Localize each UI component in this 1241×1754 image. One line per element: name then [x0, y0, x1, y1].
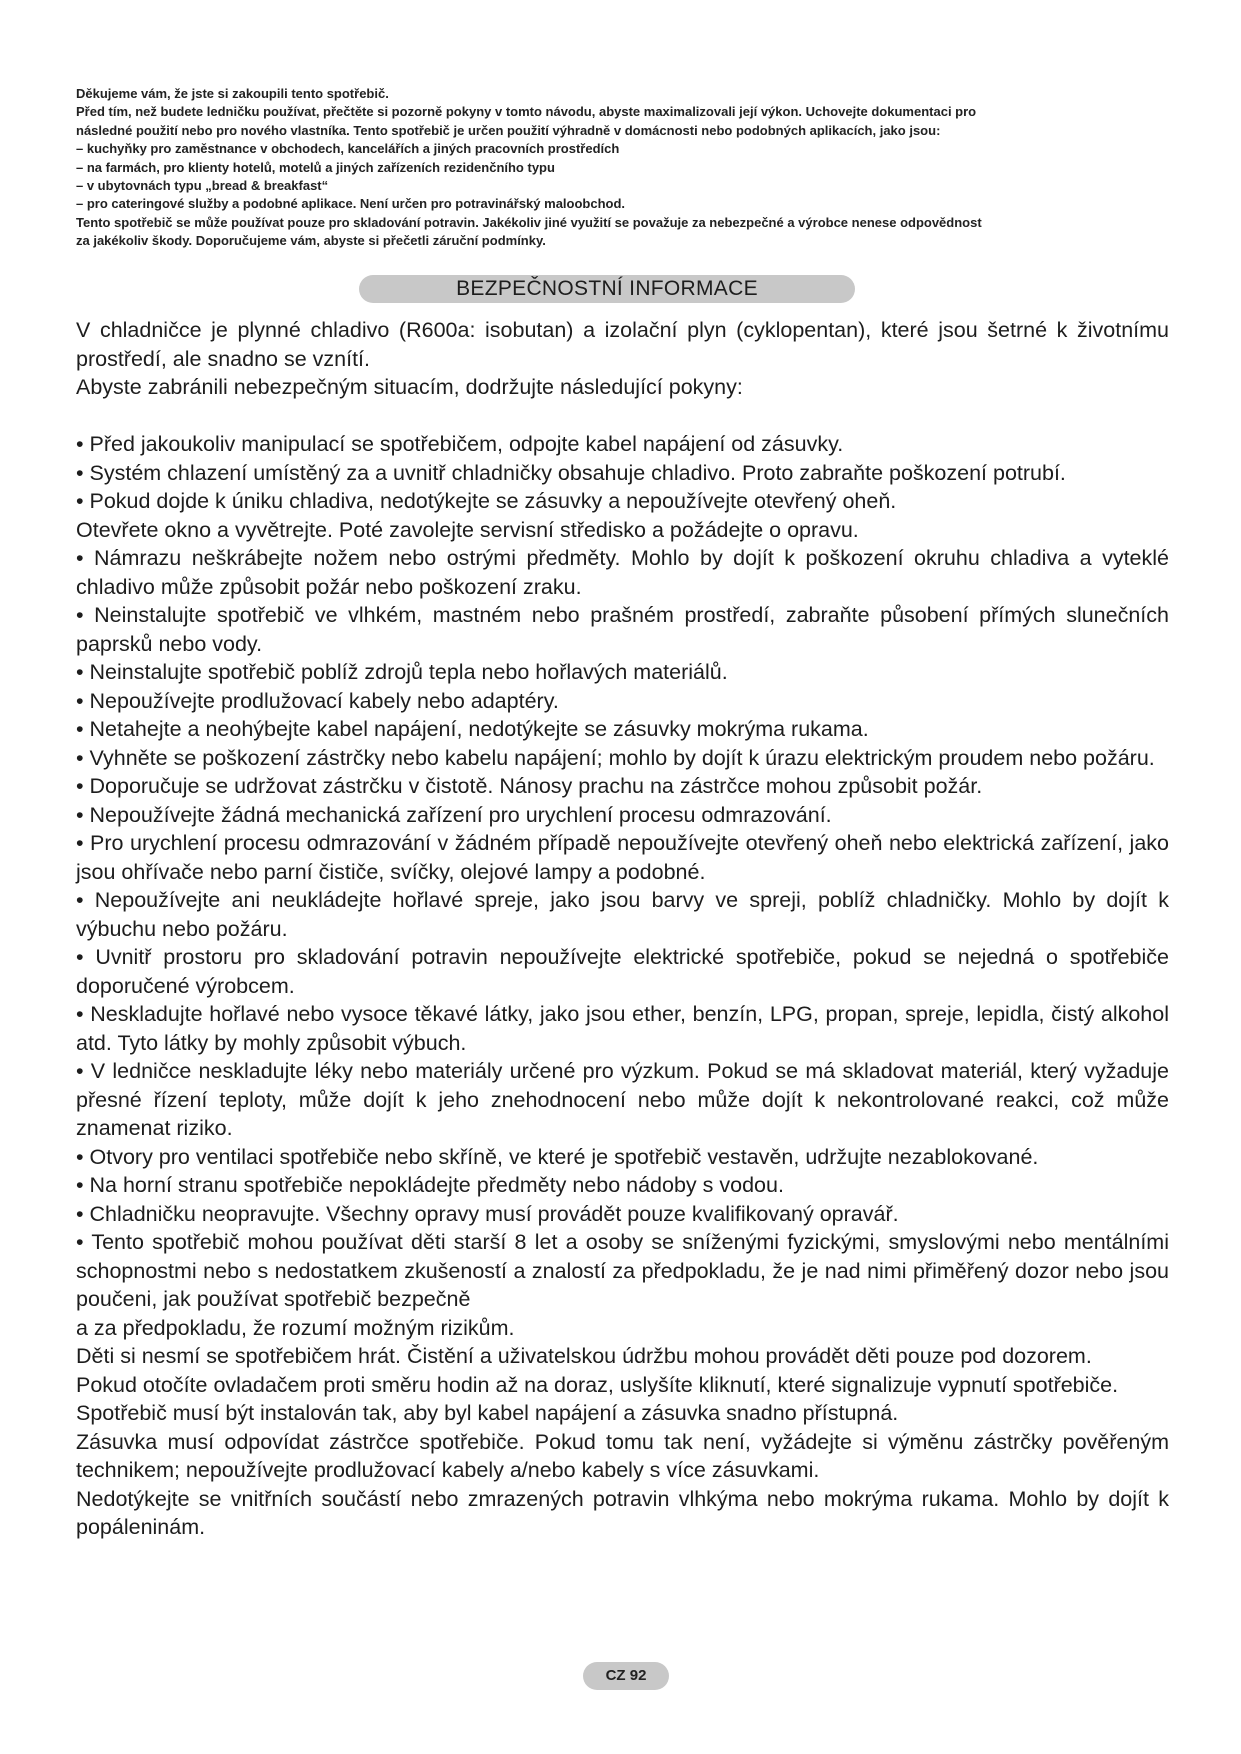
paragraph: Děti si nesmí se spotřebičem hrát. Čistění a uživatelskou údržbu mohou provádět děti pouze pod dozorem.: [76, 1344, 1092, 1368]
safety-text: [76, 316, 1169, 1542]
intro-line: Děkujeme vám, že jste si zakoupili tento spotřebič.: [76, 86, 389, 101]
spacer: [76, 402, 1169, 431]
bullet-item: • Před jakoukoliv manipulací se spotřebičem, odpojte kabel napájení od zásuvky.: [76, 432, 844, 456]
bullet-item: • Systém chlazení umístěný za a uvnitř chladničky obsahuje chladivo. Proto zabraňte poškození potrubí.: [76, 460, 1066, 485]
paragraph: Otevřete okno a vyvětrejte. Poté zavolejte servisní středisko a požádejte o opravu.: [76, 517, 859, 542]
bullet-item: • V ledničce neskladujte léky nebo materiály určené pro výzkum. Pokud se má skladovat materiál, který vyžaduje přesné řízení teploty, může dojít k jeho znehodnocení nebo může dojít k nekontrolované reakci, což může znamenat riziko.: [76, 1059, 1169, 1140]
intro-line: – pro cateringové služby a podobné aplikace. Není určen pro potravinářský maloobchod.: [76, 196, 626, 212]
bullet-item: • Chladničku neopravujte. Všechny opravy musí provádět pouze kvalifikovaný opravář.: [76, 1201, 899, 1226]
bullet-item: • Vyhněte se poškození zástrčky nebo kabelu napájení; mohlo by dojít k úrazu elektrickým proudem nebo požáru.: [76, 745, 1155, 770]
bullet-item: • Neinstalujte spotřebič ve vlhkém, mastném nebo prašném prostředí, zabraňte působení přímých slunečních paprsků nebo vody.: [76, 603, 1169, 656]
bullet-item: • Netahejte a neohýbejte kabel napájení, nedotýkejte se zásuvky mokrýma rukama.: [76, 717, 869, 741]
paragraph: a za předpokladu, že rozumí možným rizikům.: [76, 1315, 515, 1340]
bullet-item: • Neskladujte hořlavé nebo vysoce těkavé látky, jako jsou ether, benzín, LPG, propan, spreje, lepidla, čistý alkohol atd. Tyto látky by mohly způsobit výbuch.: [76, 1002, 1169, 1055]
intro-line: Před tím, než budete ledničku používat, přečtěte si pozorně pokyny v tomto návodu, abyste maximalizovali její výkon. Uchovejte dokumentaci pro: [76, 104, 977, 120]
intro-line: Tento spotřebič se může používat pouze pro skladování potravin. Jakékoliv jiné využití se považuje za nebezpečné a výrobce nenese odpovědnost: [76, 214, 982, 230]
paragraph: Abyste zabránili nebezpečným situacím, dodržujte následující pokyny:: [76, 375, 743, 399]
bullet-item: • Námrazu neškrábejte nožem nebo ostrými předměty. Mohlo by dojít k poškození okruhu chladiva a vyteklé chladivo může způsobit požár nebo poškození zraku.: [76, 546, 1169, 599]
bullet-item: • Nepoužívejte žádná mechanická zařízení pro urychlení procesu odmrazování.: [76, 802, 832, 827]
paragraph: Spotřebič musí být instalován tak, aby byl kabel napájení a zásuvka snadno přístupná.: [76, 1401, 899, 1425]
intro-text: [76, 85, 1176, 251]
bullet-item: • Pro urychlení procesu odmrazování v žádném případě nepoužívejte otevřený oheň nebo elektrická zařízení, jako jsou ohřívače nebo parní čističe, svíčky, olejové lampy a podobné.: [76, 831, 1169, 884]
intro-line: za jakékoliv škody. Doporučujeme vám, abyste si přečetli záruční podmínky.: [76, 233, 546, 249]
page-number-badge: CZ 92: [583, 1662, 669, 1690]
intro-line: následné použití nebo pro nového vlastníka. Tento spotřebič je určen použití výhradně v domácnosti nebo podobných aplikacích, jako jsou:: [76, 122, 941, 138]
bullet-item: • Uvnitř prostoru pro skladování potravin nepoužívejte elektrické spotřebiče, pokud se nejedná o spotřebiče doporučené výrobcem.: [76, 945, 1169, 998]
intro-line: – na farmách, pro klienty hotelů, motelů a jiných zařízeních rezidenčního typu: [76, 159, 555, 175]
section-title: BEZPEČNOSTNÍ INFORMACE: [359, 275, 855, 303]
paragraph: Nedotýkejte se vnitřních součástí nebo zmrazených potravin vlhkýma nebo mokrýma rukama. Mohlo by dojít k popáleninám.: [76, 1486, 1169, 1539]
intro-line: – v ubytovnách typu „bread & breakfast“: [76, 178, 329, 194]
bullet-item: • Pokud dojde k úniku chladiva, nedotýkejte se zásuvky a nepoužívejte otevřený oheň.: [76, 489, 897, 513]
paragraph: Pokud otočíte ovladačem proti směru hodin až na doraz, uslyšíte kliknutí, které signalizuje vypnutí spotřebiče.: [76, 1372, 1119, 1397]
bullet-item: • Nepoužívejte prodlužovací kabely nebo adaptéry.: [76, 688, 559, 713]
bullet-item: • Nepoužívejte ani neukládejte hořlavé spreje, jako jsou barvy ve spreji, poblíž chladničky. Mohlo by dojít k výbuchu nebo požáru.: [76, 888, 1169, 941]
paragraph: Zásuvka musí odpovídat zástrčce spotřebiče. Pokud tomu tak není, vyžádejte si výměnu zástrčky pověřeným technikem; nepoužívejte prodlužovací kabely a/nebo kabely s více zásuvkami.: [76, 1429, 1169, 1482]
bullet-item: • Neinstalujte spotřebič poblíž zdrojů tepla nebo hořlavých materiálů.: [76, 660, 728, 684]
paragraph: V chladničce je plynné chladivo (R600a: isobutan) a izolační plyn (cyklopentan), které jsou šetrné k životnímu prostředí, ale snadno se vznítí.: [76, 318, 1169, 371]
bullet-item: • Na horní stranu spotřebiče nepokládejte předměty nebo nádoby s vodou.: [76, 1173, 784, 1197]
bullet-item: • Doporučuje se udržovat zástrčku v čistotě. Nánosy prachu na zástrčce mohou způsobit požár.: [76, 774, 983, 798]
intro-line: – kuchyňky pro zaměstnance v obchodech, kancelářích a jiných pracovních prostředích: [76, 141, 620, 157]
bullet-item: • Tento spotřebič mohou používat děti starší 8 let a osoby se sníženými fyzickými, smyslovými nebo mentálními schopnostmi nebo s nedostatkem zkušeností a znalostí za předpokladu, že je nad nimi přiměřený dozor nebo jsou poučeni, jak používat spotřebič bezpečně: [76, 1230, 1169, 1311]
bullet-item: • Otvory pro ventilaci spotřebiče nebo skříně, ve které je spotřebič vestavěn, udržujte nezablokované.: [76, 1144, 1039, 1169]
